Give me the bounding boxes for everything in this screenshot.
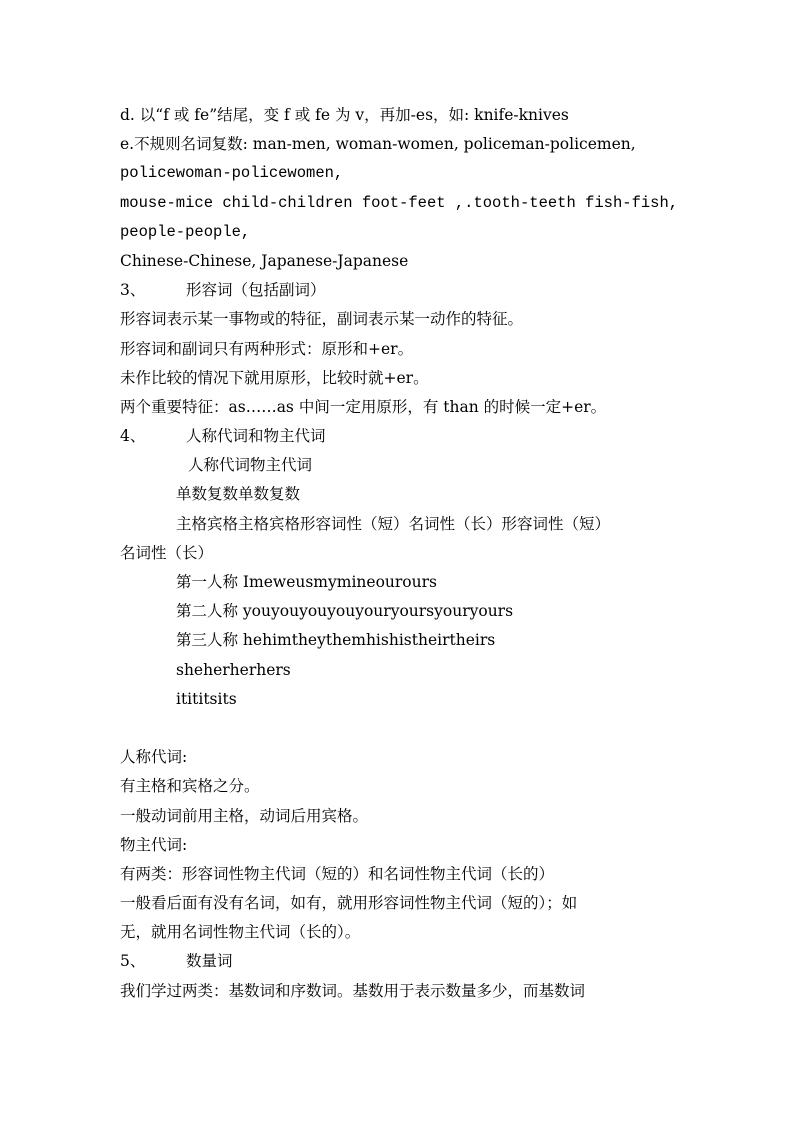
pronoun-row: 第二人称 youyouyouyouyouryoursyouryours [176,602,514,621]
pronoun-row: sheherherhers [176,660,291,679]
section-number: 3、 [120,281,146,300]
text-line: people-people, [120,222,251,241]
text-line: 人称代词: [120,748,188,767]
pronoun-table-header: 名词性（长） [120,543,214,562]
text-line: e.不规则名词复数: man-men, woman-women, policeman-policemen, [120,135,636,154]
text-line: 无，就用名词性物主代词（长的）。 [120,923,361,942]
section-heading [120,422,676,451]
text-line: Chinese-Chinese, Japanese-Japanese [120,251,409,270]
section-heading [120,276,676,305]
text-line: 形容词和副词只有两种形式：原形和+er。 [120,339,414,358]
section-title: 数量词 [186,952,233,971]
section-title: 形容词（包括副词） [186,281,326,300]
text-line: 有两类：形容词性物主代词（短的）和名词性物主代词（长的） [120,864,555,883]
section-title: 人称代词和物主代词 [186,427,326,446]
text-line: 有主格和宾格之分。 [120,777,260,796]
pronoun-row: 第三人称 hehimtheythemhishistheirtheirs [176,631,496,650]
pronoun-row: 第一人称 Imeweusmymineourours [176,573,437,591]
text-line: 我们学过两类：基数词和序数词。基数用于表示数量多少，而基数词 [120,981,586,1000]
section-heading [120,947,676,976]
text-line: policewoman-policewomen, [120,164,344,183]
pronoun-table-header: 人称代词物主代词 [188,456,313,475]
text-line: 未作比较的情况下就用原形，比较时就+er。 [120,368,429,387]
text-line: 一般动词前用主格，动词后用宾格。 [120,806,369,825]
text-line: 一般看后面有没有名词，如有，就用形容词性物主代词（短的）；如 [120,894,578,913]
blank-line [120,714,676,743]
text-line: 两个重要特征：as……as 中间一定用原形，有 than 的时候一定+er。 [120,397,607,416]
text-line: d. 以“f 或 fe”结尾，变 f 或 fe 为 v，再加-es，如: knife-knives [120,106,569,124]
document-page [120,101,679,1006]
text-line: mouse-mice child-children foot-feet ,.tooth-teeth fish-fish, [120,193,679,212]
text-line: 形容词表示某一事物或的特征，副词表示某一动作的特征。 [120,310,524,329]
text-line: 物主代词: [120,835,188,854]
pronoun-row: itititsits [176,689,237,708]
pronoun-table-header: 单数复数单数复数 [176,485,301,504]
section-number: 4、 [120,427,146,446]
section-number: 5、 [120,952,146,971]
pronoun-table-header: 主格宾格主格宾格形容词性（短）名词性（长）形容词性（短） [176,514,611,533]
